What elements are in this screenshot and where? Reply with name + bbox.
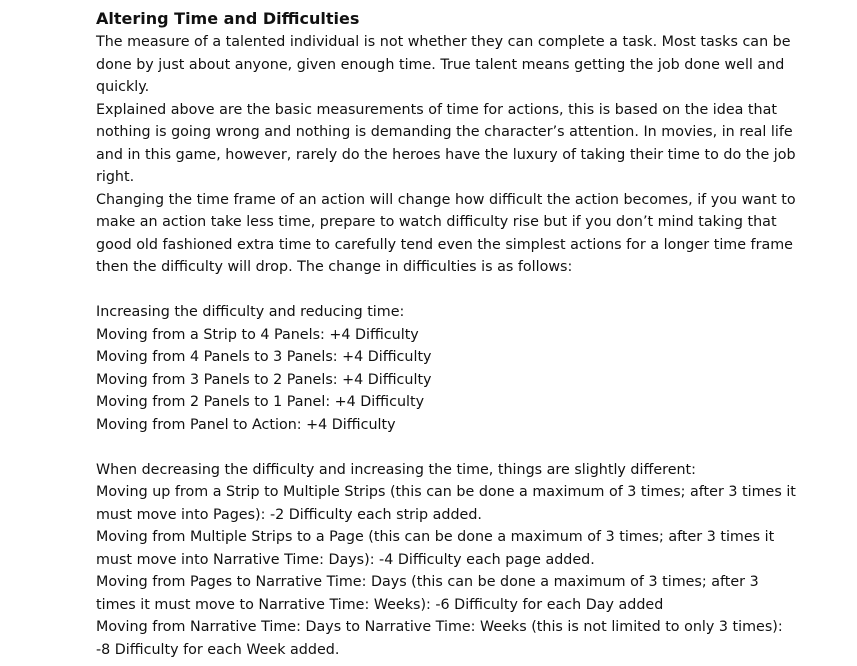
list-item: Moving up from a Strip to Multiple Strips (this can be done a maximum of 3 times; after 3 times it must move into Pages): -2 Difficulty each strip added. (96, 484, 796, 523)
list-item: Moving from 4 Panels to 3 Panels: +4 Difficulty (96, 349, 432, 365)
decrease-list-heading: When decreasing the difficulty and increasing the time, things are slightly different: (96, 461, 696, 478)
increase-difficulty-list (96, 301, 801, 436)
increase-list-heading: Increasing the difficulty and reducing time: (96, 304, 405, 320)
list-item: Moving from Narrative Time: Days to Narrative Time: Weeks (this is not limited to only 3 times): -8 Difficulty for each Week added. (96, 619, 783, 658)
paragraph-intro: The measure of a talented individual is not whether they can complete a task. Most tasks can be done by just about anyone, given enough time. True talent means getting the job done well and quickly. (96, 34, 791, 95)
section-title: Altering Time and Difficulties (96, 9, 360, 28)
document-page (96, 8, 801, 661)
list-item: Moving from Multiple Strips to a Page (this can be done a maximum of 3 times; after 3 times it must move into Narrative Time: Days): -4 Difficulty each page added. (96, 529, 775, 568)
blank-line (96, 279, 801, 302)
list-item: Moving from 3 Panels to 2 Panels: +4 Difficulty (96, 371, 432, 388)
paragraph-explanation: Explained above are the basic measurements of time for actions, this is based on the idea that nothing is going wrong and nothing is demanding the character’s attention. In movies, in real life and in this game, however, rarely do the heroes have the luxury of taking their time to do the job right. (96, 101, 796, 185)
list-item: Moving from a Strip to 4 Panels: +4 Difficulty (96, 326, 419, 343)
list-item: Moving from 2 Panels to 1 Panel: +4 Difficulty (96, 394, 425, 410)
list-item: Moving from Pages to Narrative Time: Days (this can be done a maximum of 3 times; after 3 times it must move to Narrative Time: Weeks): -6 Difficulty for each Day added (96, 574, 759, 613)
paragraph-time-frame: Changing the time frame of an action will change how difficult the action becomes, if you want to make an action take less time, prepare to watch difficulty rise but if you don’t mind taking that good old fashioned extra time to carefully tend even the simplest actions for a longer time frame then the difficulty will drop. The change in difficulties is as follows: (96, 191, 796, 275)
blank-line (96, 436, 801, 459)
decrease-difficulty-list (96, 459, 801, 662)
list-item: Moving from Panel to Action: +4 Difficulty (96, 416, 396, 433)
